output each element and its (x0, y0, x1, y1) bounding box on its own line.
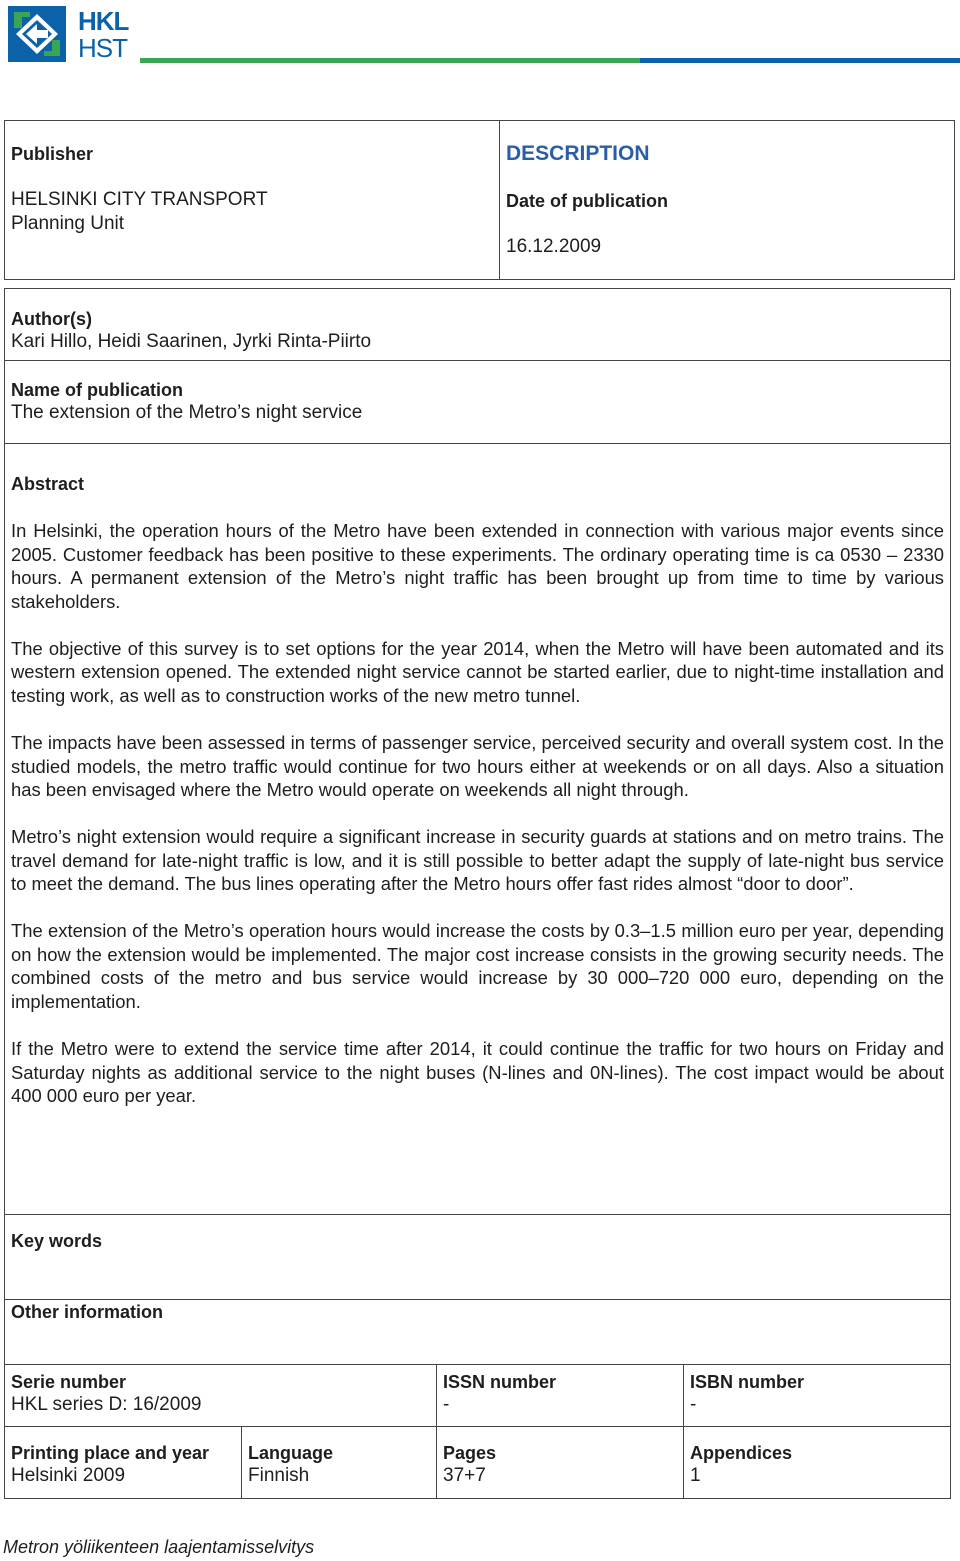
logo-text-hkl: HKL (78, 6, 129, 36)
printing-value: Helsinki 2009 (11, 1465, 126, 1486)
abstract-body (11, 519, 944, 1131)
serie-value: HKL series D: 16/2009 (11, 1394, 202, 1415)
publisher-name: HELSINKI CITY TRANSPORT (11, 189, 268, 210)
printing-label: Printing place and year (11, 1443, 210, 1463)
doc-type-heading: DESCRIPTION (506, 142, 650, 165)
isbn-label: ISBN number (690, 1372, 805, 1392)
abstract-paragraph: The objective of this survey is to set options for the year 2014, when the Metro will have been automated and its western extension opened. The extended night service cannot be started earlier, due to night-time installation and testing work, as well as to construction works of the new metro tunnel. (11, 637, 944, 706)
abstract-paragraph: If the Metro were to extend the service time after 2014, it could continue the traffic for two hours on Friday and Saturday nights as additional service to the night buses (N-lines and 0N-lines). The cost impact would be about 400 000 euro per year. (11, 1038, 944, 1107)
header-stripe-blue (640, 58, 960, 63)
other-info-label: Other information (11, 1302, 163, 1322)
serie-label: Serie number (11, 1372, 127, 1392)
publisher-unit: Planning Unit (11, 213, 125, 234)
keywords-label: Key words (11, 1231, 103, 1251)
abstract-paragraph: The impacts have been assessed in terms of passenger service, perceived security and overall system cost. In the studied models, the metro traffic would continue for two hours either at weekends or on all days. Also a situation has been envisaged where the Metro would operate on weekends all night through. (11, 731, 944, 801)
header-stripe-green (140, 58, 640, 63)
issn-label: ISSN number (443, 1372, 557, 1392)
abstract-label: Abstract (11, 474, 85, 494)
publisher-label: Publisher (11, 144, 94, 164)
date-value: 16.12.2009 (506, 236, 602, 257)
hkl-logo (8, 4, 136, 64)
footer-title: Metron yöliikenteen laajentamisselvitys (3, 1537, 315, 1557)
abstract-paragraph: The extension of the Metro’s operation hours would increase the costs by 0.3–1.5 million euro per year, depending on how the extension would be implemented. The major cost increase consists in the growing security needs. The combined costs of the metro and bus service would increase by 30 000–720 000 euro, depending on the implementation. (11, 920, 944, 1013)
publication-value: The extension of the Metro’s night service (11, 402, 363, 423)
keywords-box (4, 1214, 951, 1300)
language-value: Finnish (248, 1465, 310, 1486)
pages-label: Pages (443, 1443, 497, 1463)
abstract-paragraph: Metro’s night extension would require a significant increase in security guards at stations and on metro trains. The travel demand for late-night traffic is low, and it is still possible to better adapt the supply of late-night bus service to meet the demand. The bus lines operating after the Metro hours offer fast rides almost “door to door”. (11, 826, 944, 895)
authors-value: Kari Hillo, Heidi Saarinen, Jyrki Rinta-Piirto (11, 331, 372, 352)
isbn-value: - (690, 1394, 697, 1415)
logo-text-hst: HST (78, 33, 127, 63)
abstract-paragraph: In Helsinki, the operation hours of the Metro have been extended in connection with various major events since 2005. Customer feedback has been positive to these experiments. The ordinary operating time is ca 0530 – 2330 hours. A permanent extension of the Metro’s night traffic has been brought up from time to time by various stakeholders. (11, 520, 944, 612)
publication-label: Name of publication (11, 380, 184, 400)
appendices-value: 1 (690, 1465, 701, 1486)
language-label: Language (248, 1443, 334, 1463)
appendices-label: Appendices (690, 1443, 793, 1463)
authors-label: Author(s) (11, 309, 92, 329)
issn-value: - (443, 1394, 450, 1415)
pages-value: 37+7 (443, 1465, 486, 1486)
hkl-arrows-icon (8, 6, 66, 62)
date-label: Date of publication (506, 191, 668, 211)
